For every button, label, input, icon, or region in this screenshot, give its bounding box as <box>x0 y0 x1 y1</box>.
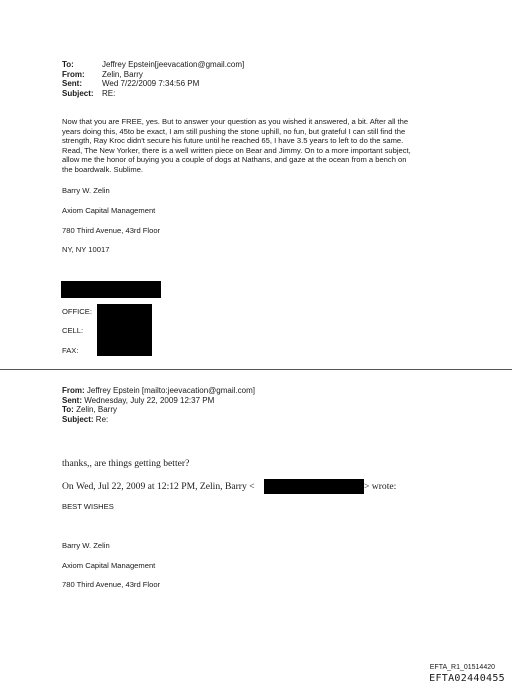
header-from-row <box>62 70 244 80</box>
best-wishes: BEST WISHES <box>62 502 114 511</box>
header-to-row <box>62 60 244 70</box>
message-line: allow me the honor of buying you a couple of dogs at Nathans, and gaze at the ocean from a bench on <box>62 155 407 165</box>
from-value: Jeffrey Epstein [mailto:jeevacation@gmail.com] <box>86 386 255 395</box>
header-subject-row <box>62 415 255 425</box>
document-id: EFTA_R1_01514420 <box>429 664 495 671</box>
sent-label: Sent: <box>62 79 82 88</box>
sent-label: Sent: <box>62 395 82 405</box>
from-label: From: <box>62 69 85 79</box>
cell-label: CELL: <box>62 326 84 335</box>
message-line: the boardwalk. Sublime. <box>62 164 144 174</box>
subject-label: Subject: <box>62 88 94 98</box>
office-label: OFFICE: <box>62 307 92 316</box>
header-sent-row <box>62 79 244 89</box>
redaction-block <box>97 304 152 356</box>
redaction-block <box>264 479 364 494</box>
to-value: Jeffrey Epstein[jeevacation@gmail.com] <box>102 60 245 69</box>
sent-value: Wednesday, July 22, 2009 12:37 PM <box>84 395 215 405</box>
to-label: To: <box>62 405 74 415</box>
signature-city: NY, NY 10017 <box>62 245 110 254</box>
message-line: Now that you are FREE, yes. But to answer your question as you wished it answered, a bit. After all the <box>62 117 409 126</box>
subject-label: Subject: <box>62 414 94 424</box>
to-label: To: <box>62 60 74 69</box>
signature-name: Barry W. Zelin <box>62 186 110 195</box>
signature-address: 780 Third Avenue, 43rd Floor <box>62 226 161 235</box>
message-1-body <box>62 117 462 175</box>
quote-suffix: > wrote: <box>364 481 397 492</box>
message-line: years doing this, 45to be exact, I am still pushing the stone uphill, no fun, but grateful I can still find the <box>62 126 406 136</box>
message-line: strength, Ray Kroc didn't secure his future until he reached 65, I have 3.5 years to left to do the same. <box>62 136 404 146</box>
subject-value: RE: <box>102 88 116 98</box>
email-header-1 <box>62 60 244 98</box>
signature-address: 780 Third Avenue, 43rd Floor <box>62 580 161 589</box>
redaction-block <box>61 281 161 298</box>
signature-company: Axiom Capital Management <box>62 561 156 570</box>
header-subject-row <box>62 89 244 99</box>
reply-text: thanks,, are things getting better? <box>62 458 190 469</box>
signature-company: Axiom Capital Management <box>62 206 156 215</box>
bates-number: EFTA02440455 <box>429 673 505 684</box>
fax-label: FAX: <box>62 346 79 355</box>
message-line: Read, The New Yorker, there is a well written piece on Bear and Jimmy. On to a more important subject, <box>62 145 411 155</box>
email-header-2 <box>62 386 255 424</box>
section-divider <box>0 369 512 370</box>
to-value: Zelin, Barry <box>76 405 117 415</box>
header-to-row <box>62 405 255 415</box>
header-sent-row <box>62 396 255 406</box>
header-from-row <box>62 386 255 396</box>
sent-value: Wed 7/22/2009 7:34:56 PM <box>102 79 200 88</box>
subject-value: Re: <box>95 414 109 424</box>
signature-name: Barry W. Zelin <box>62 541 110 550</box>
from-label: From: <box>62 386 85 395</box>
quote-prefix: On Wed, Jul 22, 2009 at 12:12 PM, Zelin, Barry < <box>62 481 255 492</box>
from-value: Zelin, Barry <box>102 69 143 79</box>
